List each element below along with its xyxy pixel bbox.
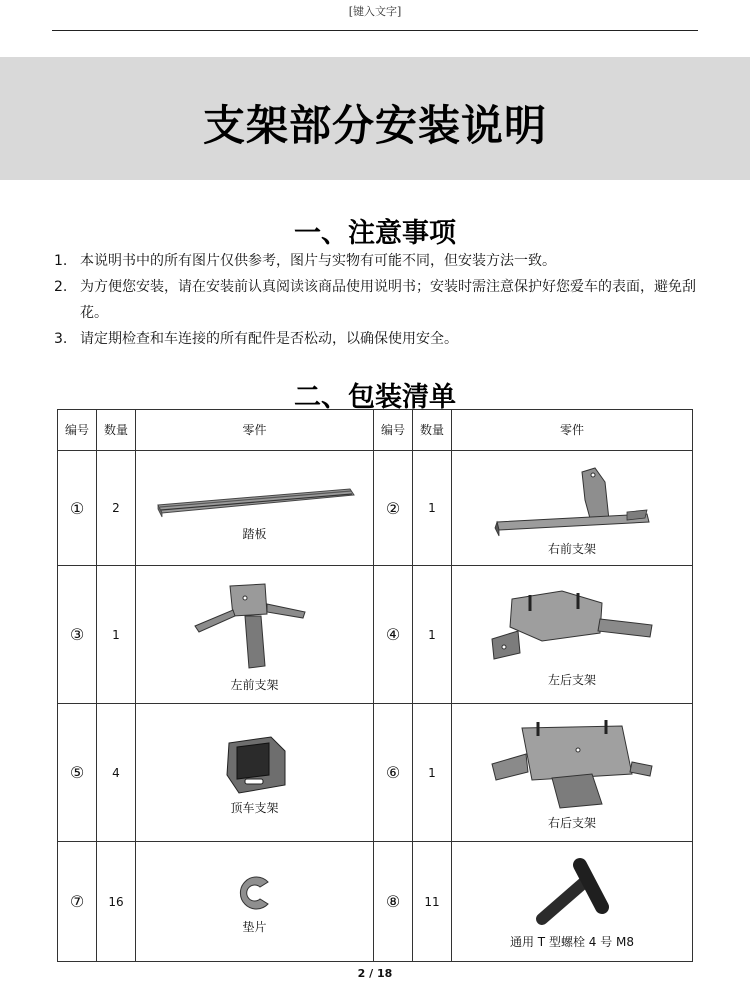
part-number: ⑥	[374, 704, 413, 842]
part-number: ③	[58, 566, 97, 704]
table-header-row	[58, 410, 693, 451]
part-name: 右后支架	[547, 816, 596, 830]
part-name: 垫片	[242, 920, 267, 934]
page-number: 2 / 18	[357, 967, 393, 980]
packing-list-table	[57, 409, 693, 962]
header-part: 零件	[452, 410, 693, 451]
left-front-bracket-image	[185, 576, 325, 676]
part-cell	[136, 704, 374, 842]
part-name: 左后支架	[547, 673, 596, 687]
right-front-bracket-image	[487, 460, 657, 540]
running-board-image	[150, 475, 360, 525]
part-cell	[452, 842, 693, 962]
section-title-notes: 一、注意事项	[294, 218, 456, 249]
header-quantity: 数量	[413, 410, 452, 451]
note-number: 1.	[54, 253, 68, 269]
right-rear-bracket-image	[482, 714, 662, 814]
part-quantity: 2	[97, 451, 136, 566]
left-rear-bracket-image	[482, 581, 662, 671]
part-name: 顶车支架	[230, 801, 279, 815]
note-text: 为方便您安装，请在安装前认真阅读该商品使用说明书；安装时需注意保护好您爱车的表面，避免刮花。	[80, 279, 696, 321]
header-placeholder: [键入文字]	[348, 5, 402, 18]
part-number: ①	[58, 451, 97, 566]
section-title-packing-list: 二、包装清单	[294, 382, 456, 413]
part-quantity: 16	[97, 842, 136, 962]
note-item	[54, 248, 704, 274]
header-number: 编号	[374, 410, 413, 451]
note-number: 3.	[54, 331, 68, 347]
table-row	[58, 842, 693, 962]
part-cell	[452, 566, 693, 704]
notes-list	[54, 248, 704, 352]
part-cell	[452, 451, 693, 566]
part-quantity: 1	[413, 704, 452, 842]
page-title: 支架部分安装说明	[202, 101, 547, 150]
part-number: ②	[374, 451, 413, 566]
header-part: 零件	[136, 410, 374, 451]
t-bolt-image	[522, 853, 622, 933]
note-item	[54, 274, 704, 326]
note-number: 2.	[54, 279, 68, 295]
part-cell	[136, 451, 374, 566]
part-quantity: 4	[97, 704, 136, 842]
part-number: ⑤	[58, 704, 97, 842]
part-name: 通用 T 型螺栓 4 号 M8	[509, 935, 635, 949]
table-row	[58, 566, 693, 704]
part-name: 踏板	[242, 526, 267, 541]
part-name: 左前支架	[230, 678, 279, 692]
part-number: ④	[374, 566, 413, 704]
part-cell	[136, 842, 374, 962]
part-cell	[452, 704, 693, 842]
note-text: 请定期检查和车连接的所有配件是否松动，以确保使用安全。	[80, 331, 458, 347]
part-quantity: 11	[413, 842, 452, 962]
part-number: ⑦	[58, 842, 97, 962]
part-name: 右前支架	[547, 541, 596, 556]
header-number: 编号	[58, 410, 97, 451]
part-quantity: 1	[97, 566, 136, 704]
note-item	[54, 326, 704, 352]
table-row	[58, 704, 693, 842]
part-number: ⑧	[374, 842, 413, 962]
washer-image	[230, 868, 280, 918]
header-quantity: 数量	[97, 410, 136, 451]
part-quantity: 1	[413, 566, 452, 704]
part-quantity: 1	[413, 451, 452, 566]
table-row	[58, 451, 693, 566]
note-text: 本说明书中的所有图片仅供参考，图片与实物有可能不同，但安装方法一致。	[80, 253, 556, 269]
jack-bracket-image	[215, 729, 295, 799]
part-cell	[136, 566, 374, 704]
header-divider	[52, 30, 698, 31]
